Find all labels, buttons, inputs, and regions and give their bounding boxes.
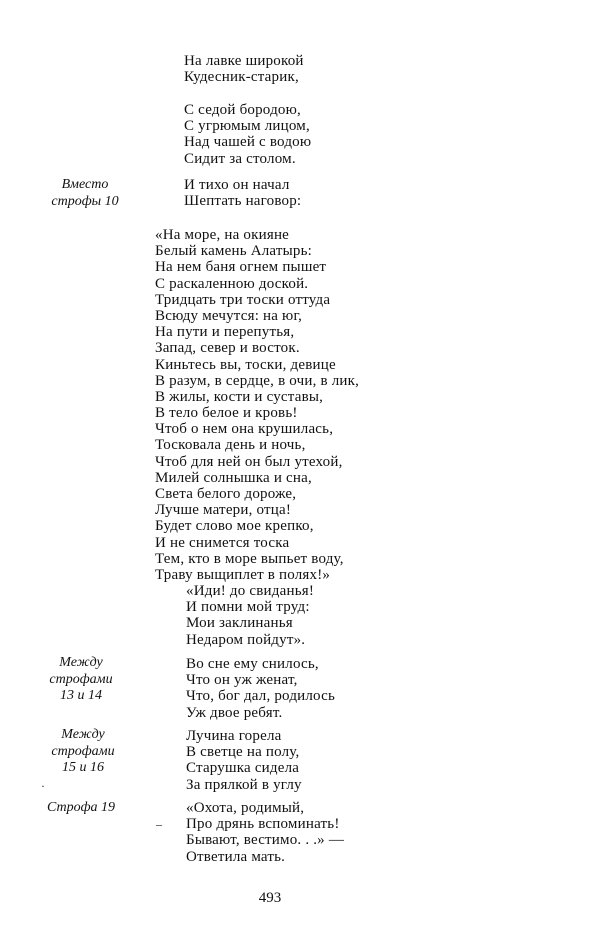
verse-line: Лучина горела [186,728,282,744]
verse-line: Траву выщиплет в полях!» [155,566,331,583]
verse-line: Лучше матери, отца! [155,502,292,519]
margin-note-line: Между [59,655,103,670]
margin-note-line: 13 и 14 [60,688,102,703]
verse-line: Тридцать три тоски оттуда [155,291,331,308]
margin-note [28,727,138,777]
stanza [186,800,344,865]
verse-line: Недаром пойдут». [186,631,306,648]
verse-line: «Иди! до свиданья! [186,583,315,599]
stanza [186,583,314,648]
dash-mark: – [156,817,162,831]
verse-line: На пути и перепутья, [155,324,295,341]
verse-line: С угрюмым лицом, [184,118,310,135]
verse-line: За прялкой в углу [186,776,302,793]
verse-line: Мои заклинанья [186,615,293,632]
stanza [186,656,335,721]
verse-line: Света белого дороже, [155,486,297,502]
verse-line: Во сне ему снилось, [186,656,319,672]
stanza [186,728,302,793]
verse-line: В разум, в сердце, в очи, в лик, [155,372,360,389]
verse-line: С раскаленною доской. [155,275,309,292]
verse-line: Кудесник-старик, [184,69,299,86]
verse-line: Шептать наговор: [184,193,302,210]
verse-line: Чтоб о нем она крушилась, [155,421,334,438]
verse-line: С седой бородою, [184,102,301,118]
verse-line: Киньтесь вы, тоски, девице [155,356,336,373]
verse-line: Старушка сидела [186,760,300,777]
verse-line: На нем баня огнем пышет [155,259,327,276]
verse-line: Тем, кто в море выпьет воду, [155,550,344,567]
verse-line: Чтоб для ней он был утехой, [155,453,343,470]
margin-note [26,800,136,817]
verse-line: Будет слово мое крепко, [155,518,314,535]
verse-line: Запад, север и восток. [155,340,300,357]
verse-line: Что он уж женат, [186,672,298,689]
margin-note-line: строфами [51,743,115,759]
verse-line: Над чашей с водою [184,134,312,151]
stanza [155,227,359,583]
verse-line: Тосковала день и ночь, [155,437,306,454]
margin-note-line: 15 и 16 [62,760,104,775]
verse-line: В жилы, кости и суставы, [155,388,324,405]
verse-line: Всюду мечутся: на юг, [155,307,303,324]
verse-line: Что, бог дал, родилось [186,688,336,705]
stanza [184,102,311,167]
margin-note-line: строфами [49,671,113,687]
margin-note-line: Вместо [61,177,109,192]
stanza [184,177,301,209]
margin-note-line: строфы 10 [51,193,119,209]
verse-line: На лавке широкой [184,53,304,69]
verse-line: Милей солнышка и сна, [155,469,312,486]
page-number: 493 [258,890,282,906]
margin-note-line: Строфа 19 [46,800,116,815]
verse-line: И помни мой труд: [186,599,310,616]
verse-line: И не снимется тоска [155,534,290,551]
verse-line: В тело белое и кровь! [155,405,298,422]
margin-note-line: Между [61,727,105,742]
verse-line: Уж двое ребят. [186,704,283,721]
verse-line: В светце на полу, [186,744,300,761]
dot-mark: · [41,779,45,793]
verse-line: Ответила мать. [186,848,286,865]
verse-line: «Охота, родимый, [186,800,305,816]
verse-line: Про дрянь вспоминать! [186,816,340,833]
verse-line: Сидит за столом. [184,150,296,167]
margin-note [26,655,136,705]
verse-line: Бывают, вестимо. . .» — [186,832,345,849]
margin-note [30,177,140,210]
verse-line: «На море, на окияне [155,227,290,243]
stanza [184,53,304,85]
verse-line: И тихо он начал [184,177,290,193]
verse-line: Белый камень Алатырь: [155,243,313,260]
